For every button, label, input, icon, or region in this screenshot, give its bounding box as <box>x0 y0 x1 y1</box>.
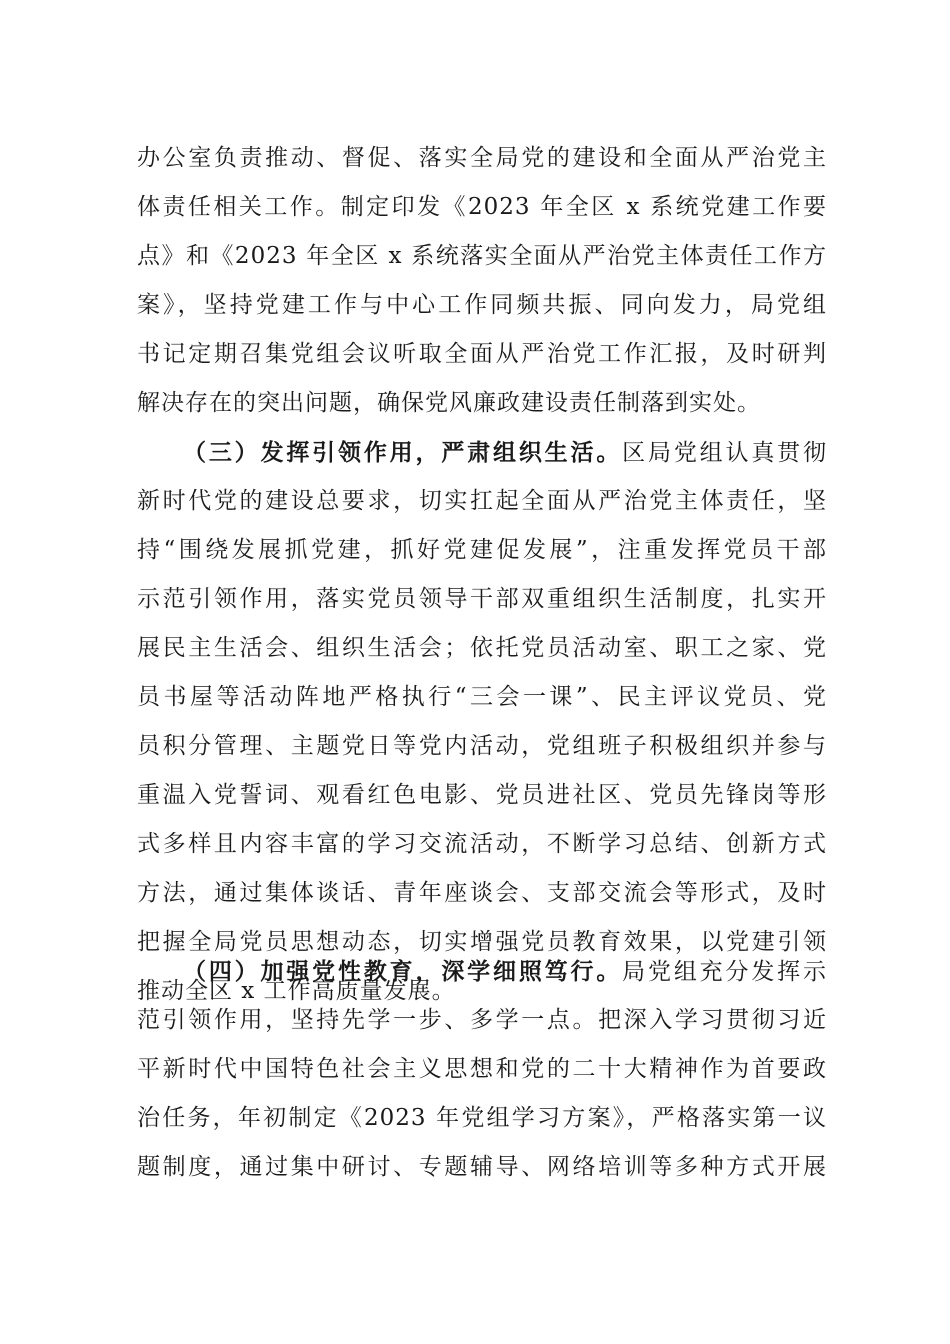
text-line: 书记定期召集党组会议听取全面从严治党工作汇报，及时研判 <box>137 341 827 367</box>
paragraph-2 <box>137 428 827 1016</box>
paragraph-first-line <box>137 428 827 477</box>
section-heading: （三）发挥引领作用，严肃组织生活。 <box>183 439 623 466</box>
text-line: 办公室负责推动、督促、落实全局党的建设和全面从严治党主 <box>137 145 827 171</box>
text-line: 推动全区 x 工作高质量发展。 <box>137 978 456 1004</box>
text-span: 区局党组认真贯彻 <box>622 440 828 466</box>
text-line: 员书屋等活动阵地严格执行“三会一课”、民主评议党员、党 <box>137 684 827 710</box>
text-line: 解决存在的突出问题，确保党风廉政建设责任制落到实处。 <box>137 390 761 416</box>
paragraph-1 <box>137 134 827 428</box>
paragraph-first-line <box>137 947 827 996</box>
text-line: 式多样且内容丰富的学习交流活动，不断学习总结、创新方式 <box>137 831 827 857</box>
section-heading: （四）加强党性教育，深学细照笃行。 <box>183 958 623 985</box>
text-line: 方法，通过集体谈话、青年座谈会、支部交流会等形式，及时 <box>137 880 827 906</box>
text-line: 体责任相关工作。制定印发《2023 年全区 x 系统党建工作要 <box>137 194 827 220</box>
text-line: 员积分管理、主题党日等党内活动，党组班子积极组织并参与 <box>137 733 827 759</box>
text-line: 治任务，年初制定《2023 年党组学习方案》，严格落实第一议 <box>137 1105 827 1131</box>
text-line: 示范引领作用，落实党员领导干部双重组织生活制度，扎实开 <box>137 586 827 612</box>
text-line: 新时代党的建设总要求，切实扛起全面从严治党主体责任，坚 <box>137 488 827 514</box>
text-line: 展民主生活会、组织生活会；依托党员活动室、职工之家、党 <box>137 635 827 661</box>
text-line: 平新时代中国特色社会主义思想和党的二十大精神作为首要政 <box>137 1056 827 1082</box>
text-line: 案》，坚持党建工作与中心工作同频共振、同向发力，局党组 <box>137 292 827 318</box>
text-line: 把握全局党员思想动态，切实增强党员教育效果，以党建引领 <box>137 929 827 955</box>
text-line: 点》和《2023 年全区 x 系统落实全面从严治党主体责任工作方 <box>137 243 827 269</box>
text-line: 题制度，通过集中研讨、专题辅导、网络培训等多种方式开展 <box>137 1154 827 1180</box>
text-line: 持“围绕发展抓党建，抓好党建促发展”，注重发挥党员干部 <box>137 537 827 563</box>
paragraph-3 <box>137 947 827 1192</box>
text-line: 范引领作用，坚持先学一步、多学一点。把深入学习贯彻习近 <box>137 1007 827 1033</box>
text-line: 重温入党誓词、观看红色电影、党员进社区、党员先锋岗等形 <box>137 782 827 808</box>
text-span: 局党组充分发挥示 <box>622 959 828 985</box>
